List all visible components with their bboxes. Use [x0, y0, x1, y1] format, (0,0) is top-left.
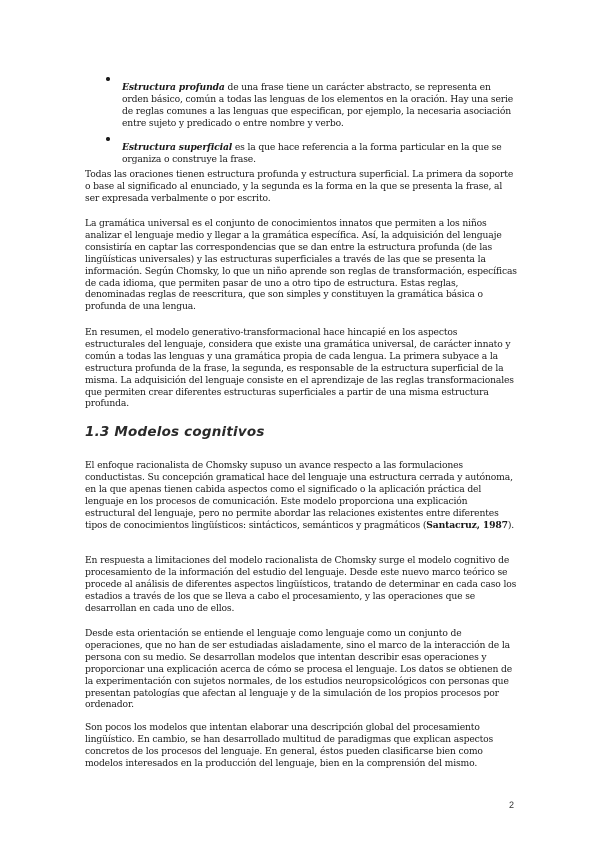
bullet-term: Estructura superficial	[122, 142, 233, 154]
bullet-icon	[106, 77, 110, 81]
paragraph	[85, 460, 517, 531]
bullet-term: Estructura profunda	[122, 82, 225, 94]
paragraph: Todas las oraciones tienen estructura profunda y estructura superficial. La primera da soporte o base al significado al enunciado, y la segunda es la forma en la que se presenta la frase, al ser expresada verbalmente o por escrito.	[85, 169, 514, 204]
paragraph: Desde esta orientación se entiende el lenguaje como lenguaje como un conjunto de operaciones, que no han de ser estudiadas aisladamente, sino el marco de la interacción de la persona con su medio. Se desarrollan modelos que intentan describir esas operaciones y proporcionar una explicación acerca de cómo se procesa el lenguaje. Los datos se obtienen de la experimentación con sujetos normales, de los estudios neuropsicológicos con personas que presentan patologías que afectan al lenguaje y de la simulación de los propios procesos por ordenador.	[85, 628, 513, 711]
list-item	[106, 73, 516, 139]
section-heading: 1.3 Modelos cognitivos	[85, 424, 265, 440]
paragraph: Son pocos los modelos que intentan elaborar una descripción global del procesamiento lingüístico. En cambio, se han desarrollado multitud de paradigmas que explican aspectos concretos de los procesos del lenguaje. En general, éstos pueden clasificarse bien como modelos interesados en la producción del lenguaje, bien en la comprensión del mismo.	[85, 722, 494, 769]
bullet-text	[122, 82, 516, 130]
paragraph: En resumen, el modelo generativo-transformacional hace hincapié en los aspectos estructurales del lenguaje, considera que existe una gramática universal, de carácter innato y común a todas las lenguas y una gramática propia de cada lengua. La primera subyace a la estructura profunda de la frase, la segunda, es responsable de la estructura superficial de la misma. La adquisición del lenguaje consiste en el aprendizaje de las reglas transformacionales que permiten crear diferentes estructuras superficiales a partir de una misma estructura profunda.	[85, 327, 514, 410]
paragraph-text: El enfoque racionalista de Chomsky supuso un avance respecto a las formulaciones conductistas. Su concepción gramatical hace del lenguaje una estructura cerrada y autónoma, en la que apenas tienen cabida aspectos como el significado o la aplicación práctica del lenguaje en los procesos de comunicación. Este modelo proporciona una explicación estructural del lenguaje, pero no permite abordar las relaciones existentes entre diferentes tipos de conocimientos lingüísticos: sintácticos, semánticos y pragmáticos (	[85, 460, 513, 531]
bullet-icon	[106, 137, 110, 141]
paragraph-text: ).	[507, 519, 515, 531]
citation: Santacruz, 1987	[426, 519, 508, 531]
paragraph: La gramática universal es el conjunto de conocimientos innatos que permiten a los niños analizar el lenguaje medio y llegar a la gramática específica. Así, la adquisición del lenguaje consistiría en captar las correspondencias que se dan entre la estructura profunda (de las lingüísticas universales) y las estructuras superficiales a través de las que se presenta la información. Según Chomsky, lo que un niño aprende son reglas de transformación, específicas de cada idioma, que permiten pasar de uno a otro tipo de estructura. Estas reglas, denominadas reglas de reescritura, que son simples y constituyen la gramática básica o profunda de una lengua.	[85, 218, 517, 313]
page-number: 2	[508, 800, 514, 810]
paragraph: En respuesta a limitaciones del modelo racionalista de Chomsky surge el modelo cognitivo de procesamiento de la información del estudio del lenguaje. Desde este nuevo marco teórico se procede al análisis de diferentes aspectos lingüísticos, tratando de determinar en cada caso los estadios a través de los que se lleva a cabo el procesamiento, y las operaciones que se desarrollan en cada uno de ellos.	[85, 555, 517, 614]
bullet-body: es la que hace referencia a la forma particular en la que se organiza o construye la frase.	[122, 142, 502, 166]
bullet-text	[122, 142, 516, 166]
bullet-body: de una frase tiene un carácter abstracto, se representa en orden básico, común a todas las lenguas de los elementos en la oración. Hay una serie de reglas comunes a las lenguas que especifican, por ejemplo, la necesaria asociación entre sujeto y predicado o entre nombre y verbo.	[122, 82, 514, 129]
